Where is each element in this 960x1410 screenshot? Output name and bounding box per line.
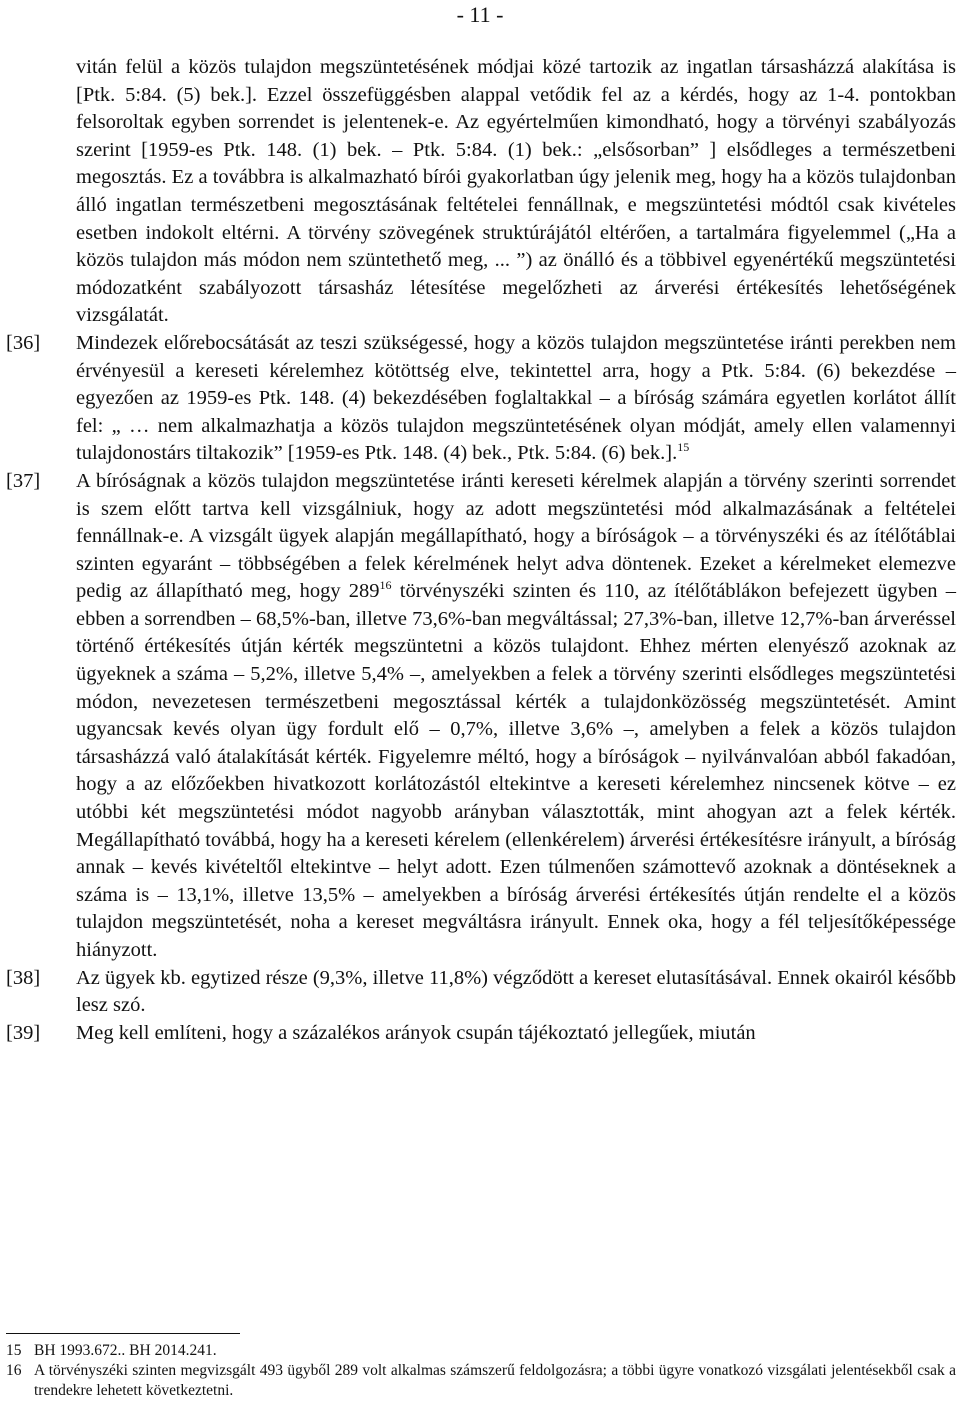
paragraph-text-a: A bíróságnak a közös tulajdon megszüntetése iránti kereseti kérelmek alapján a törvény szerinti sorrendet is szem előtt tartva kell vizsgálniuk, hogy az adott megszüntetési mód alkalmazásának a feltételei fennállnak-e. A vizsgált ügyek alapján megállapítható, hogy a bíróságok – a törvényszéki és az ítélőtáblai szinten egyaránt – többségében a felek kérelmének helyt adva döntenek. Ezeket a kérelmeket elemezve pedig az állapítható meg, hogy 289	[76, 469, 956, 603]
paragraph-text: Meg kell említeni, hogy a százalékos arányok csupán tájékoztató jellegűek, miután	[76, 1021, 756, 1044]
footnote-ref: 15	[677, 440, 690, 455]
paragraph-number: [37]	[6, 469, 41, 492]
paragraph-text: Mindezek előrebocsátását az teszi szükségessé, hogy a közös tulajdon megszüntetése iránti perekben nem érvényesül a kereseti kérelemhez kötöttség elve, tekintettel arra, hogy a Ptk. 5:84. (6) bekezdése – egyezően az 1959-es Ptk. 148. (4) bekezdésében foglaltakkal – a bíróság számára egyetlen korlátot állít fel: „ … nem alkalmazhatja a közös tulajdon megszüntetésének olyan módját, amely ellen valamennyi tulajdonostárs tiltakozik” [1959-es Ptk. 148. (4) bek., Ptk. 5:84. (6) bek.].	[76, 331, 956, 465]
footnote-separator	[6, 1333, 240, 1334]
footnote	[6, 1341, 956, 1361]
paragraph-number: [36]	[6, 331, 41, 354]
paragraph-36	[6, 330, 956, 468]
paragraph-text-container	[76, 330, 956, 468]
paragraph-text: vitán felül a közös tulajdon megszüntetésének módjai közé tartozik az ingatlan társasházzá alakítása is [Ptk. 5:84. (5) bek.]. Ezzel összefüggésben alappal vetődik fel az a kérdés, hogy az 1-4. pontokban felsoroltak egyben sorrendet is jelentenek-e. Az egyértelműen kimondható, hogy a törvényi szabályozás szerint [1959-es Ptk. 148. (1) bek. – Ptk. 5:84. (1) bek.: „elsősorban” ] elsődleges a természetbeni megosztás. Ez a továbbra is alkalmazható bírói gyakorlatban úgy jelenik meg, hogy ha a közös tulajdonban álló ingatlan természetbeni megosztásának feltételei fennállnak, e megszüntetési módtól csak kivételes esetben indokolt eltérni. A törvény szövegének struktúrájától eltérően, a tartalmára figyelemmel („Ha a közös tulajdon más módon nem szüntethető meg, ... ”) az önálló és a többivel egyenértékű megszüntetési módozatként szabályozott társasház létesítése megelőzheti az árverési értékesítés lehetőségének vizsgálatát.	[76, 56, 956, 327]
footnote-text: A törvényszéki szinten megvizsgált 493 ügyből 289 volt alkalmas számszerű feldolgozásra; a többi ügyre vonatkozó vizsgálati jelentésekből csak a trendekre lehetett következtetni.	[34, 1362, 956, 1399]
footnote-ref: 16	[379, 578, 392, 593]
paragraph-37	[6, 468, 956, 965]
paragraph-text: Az ügyek kb. egytized része (9,3%, illetve 11,8%) végződött a kereset elutasításával. Ennek okairól később lesz szó.	[76, 966, 956, 1017]
footnote	[6, 1361, 956, 1401]
document-body	[6, 54, 956, 1047]
page-number: - 11 -	[456, 2, 504, 27]
paragraph-continued	[6, 54, 956, 330]
paragraph-number: [38]	[6, 966, 41, 989]
paragraph-38	[6, 965, 956, 1020]
footnote-number: 15	[6, 1342, 22, 1359]
paragraph-number	[6, 54, 76, 330]
paragraph-number: [39]	[6, 1021, 41, 1044]
paragraph-text-b: törvényszéki szinten és 110, az ítélőtáblákon befejezett ügyben – ebben a sorrendben – 68,5%-ban, illetve 73,6%-ban megváltással; 27,3%-ban, illetve 12,7%-ban árveréssel történő értékesítés útján kérték megszüntetni a közös tulajdont. Ehhez mérten elenyésző azoknak az ügyeknek a száma – 5,2%, illetve 5,4% –, amelyekben a felek a törvény szerinti elsődleges megszüntetési módon, nevezetesen természetbeni megosztással kérték a tulajdonközösség megszüntetését. Amint ugyancsak kevés olyan ügy fordult elő – 0,7%, illetve 3,6% –, amelyben a felek a közös tulajdon társasházzá való átalakítását kérték. Figyelemre méltó, hogy a bíróságok – nyilvánvalóan abból fakadóan, hogy a az előzőekben hivatkozott korlátozástól eltekintve a kereseti kérelemhez nincsenek kötve – ez utóbbi két megszüntetési módot nagyobb arányban választották, mint ahogyan azt a felek kérték. Megállapítható továbbá, hogy ha a kereseti kérelem (ellenkérelem) árverési értékesítésre irányult, a bíróság annak – kevés kivételtől eltekintve – helyt adott. Ezen túlmenően számottevő azoknak a döntéseknek a száma is – 13,1%, illetve 13,5% – amelyekben a bíróság árverési értékesítés útján rendelte el a közös tulajdon megszüntetését, noha a kereset megváltásra irányult. Ennek oka, hogy a fél teljesítőképessége hiányzott.	[76, 580, 957, 961]
footnote-text: BH 1993.672.. BH 2014.241.	[34, 1342, 217, 1359]
paragraph-text-container	[76, 468, 956, 965]
footnote-number: 16	[6, 1362, 22, 1379]
footnotes	[6, 1341, 956, 1401]
paragraph-39	[6, 1020, 956, 1048]
